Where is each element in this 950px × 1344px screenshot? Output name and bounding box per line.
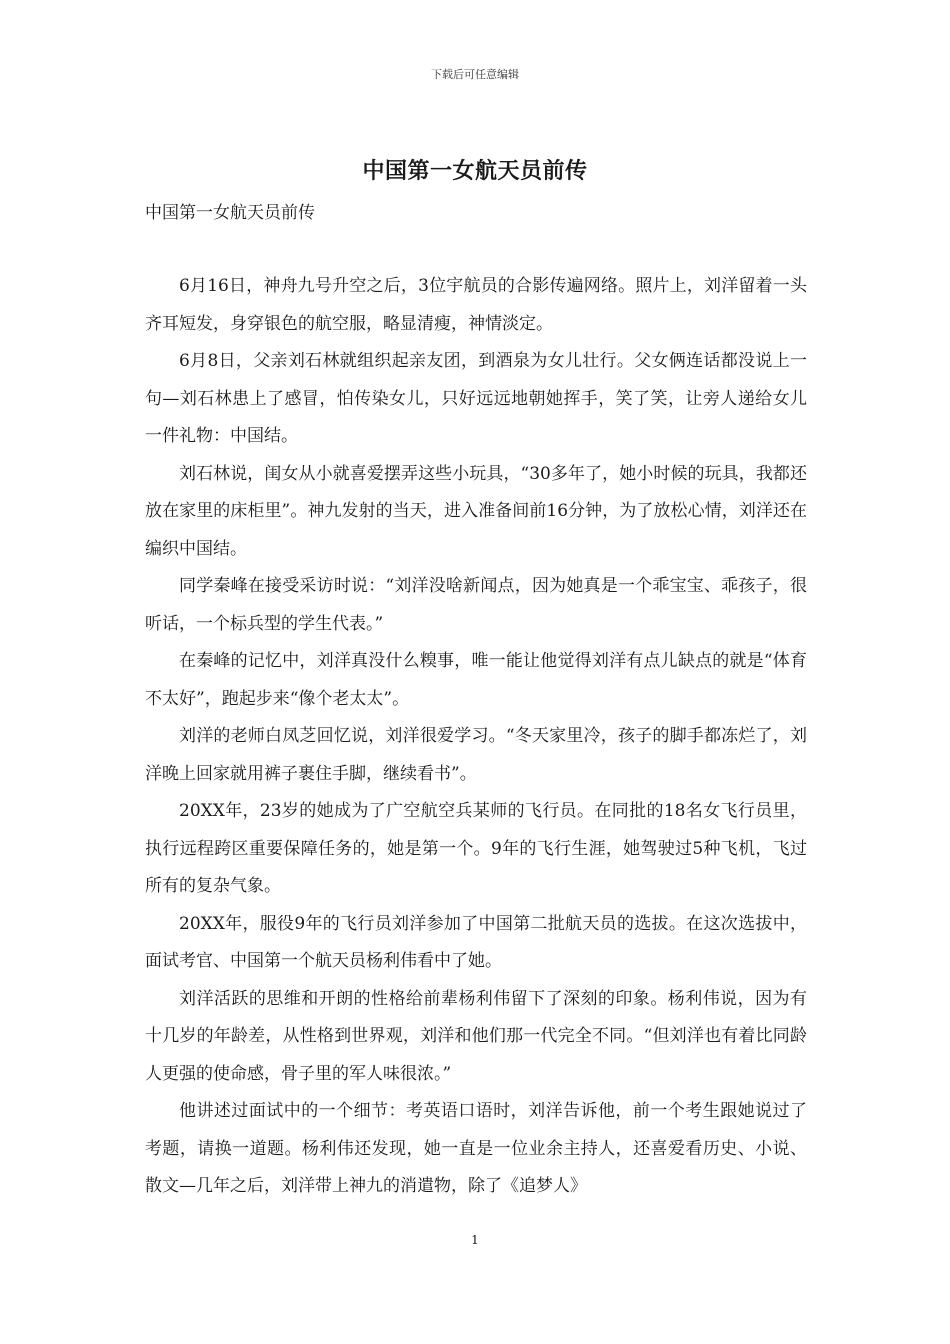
page-header-note: 下载后可任意编辑 xyxy=(431,68,519,81)
paragraph: 刘石林说，闺女从小就喜爱摆弄这些小玩具，“30多年了，她小时候的玩具，我都还放在家里的床柜里”。神九发射的当天，进入准备间前16分钟，为了放松心情，刘洋还在编织中国结。 xyxy=(145,463,807,559)
document-body xyxy=(145,268,807,1206)
page-number: 1 xyxy=(471,1233,479,1247)
paragraph: 6月8日，父亲刘石林就组织起亲友团，到酒泉为女儿壮行。父女俩连话都没说上一句—刘石林患上了感冒，怕传染女儿，只好远远地朝她挥手，笑了笑，让旁人递给女儿一件礼物：中国结。 xyxy=(145,351,807,446)
paragraph: 同学秦峰在接受采访时说：“刘洋没啥新闻点，因为她真是一个乖宝宝、乖孩子，很听话，一个标兵型的学生代表。” xyxy=(145,576,807,634)
paragraph: 在秦峰的记忆中，刘洋真没什么糗事，唯一能让他觉得刘洋有点儿缺点的就是“体育不太好”，跑起步来“像个老太太”。 xyxy=(145,651,807,709)
document-title: 中国第一女航天员前传 xyxy=(362,158,588,184)
paragraph: 他讲述过面试中的一个细节：考英语口语时，刘洋告诉他，前一个考生跟她说过了考题，请换一道题。杨利伟还发现，她一直是一位业余主持人，还喜爱看历史、小说、散文—几年之后，刘洋带上神九的消遣物，除了《追梦人》 xyxy=(145,1101,807,1196)
paragraph: 刘洋的老师白凤芝回忆说，刘洋很爱学习。“冬天家里冷，孩子的脚手都冻烂了，刘洋晚上回家就用裤子裹住手脚，继续看书”。 xyxy=(145,726,807,784)
paragraph: 6月16日，神舟九号升空之后，3位宇航员的合影传遍网络。照片上，刘洋留着一头齐耳短发，身穿银色的航空服，略显清瘦，神情淡定。 xyxy=(145,276,807,334)
paragraph: 刘洋活跃的思维和开朗的性格给前辈杨利伟留下了深刻的印象。杨利伟说，因为有十几岁的年龄差，从性格到世界观，刘洋和他们那一代完全不同。“但刘洋也有着比同龄人更强的使命感，骨子里的军人味很浓。” xyxy=(145,988,807,1084)
paragraph: 20XX年，服役9年的飞行员刘洋参加了中国第二批航天员的选拔。在这次选拔中，面试考官、中国第一个航天员杨利伟看中了她。 xyxy=(145,913,807,971)
document-subtitle: 中国第一女航天员前传 xyxy=(145,203,315,223)
paragraph: 20XX年，23岁的她成为了广空航空兵某师的飞行员。在同批的18名女飞行员里，执行远程跨区重要保障任务的，她是第一个。9年的飞行生涯，她驾驶过5种飞机，飞过所有的复杂气象。 xyxy=(145,801,807,896)
